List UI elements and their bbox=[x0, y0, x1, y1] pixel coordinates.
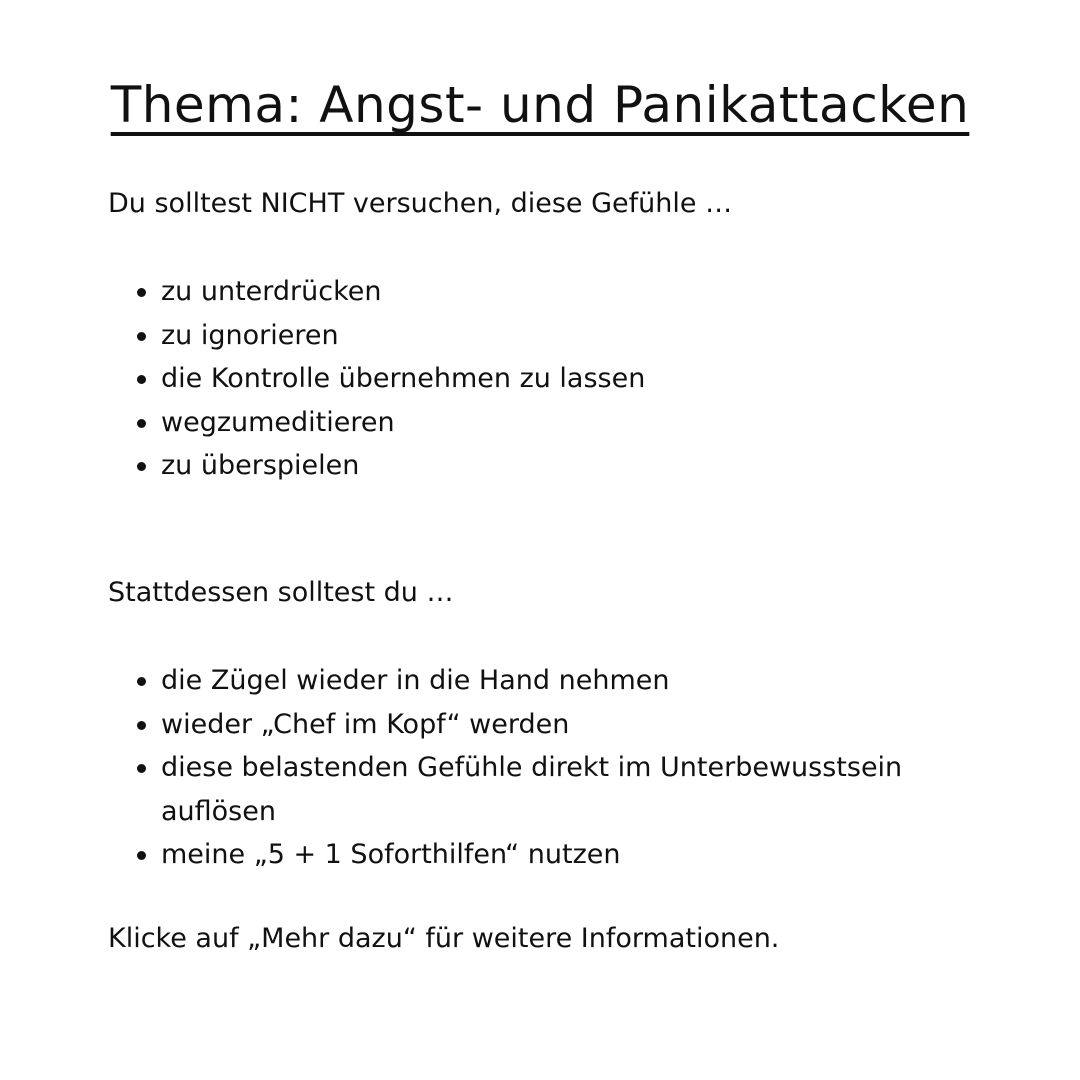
list-item: meine „5 + 1 Soforthilfen“ nutzen bbox=[108, 833, 968, 877]
list-item: die Zügel wieder in die Hand nehmen bbox=[108, 659, 968, 703]
list-item: diese belastenden Gefühle direkt im Unterbewusstsein auflösen bbox=[108, 746, 968, 833]
list-item: wegzumeditieren bbox=[108, 401, 968, 445]
do-list bbox=[108, 659, 968, 877]
page-title: Thema: Angst- und Panikattacken bbox=[110, 76, 970, 134]
list-item: die Kontrolle übernehmen zu lassen bbox=[108, 357, 968, 401]
list-item: zu unterdrücken bbox=[108, 270, 968, 314]
list-item: zu überspielen bbox=[108, 444, 968, 488]
dont-intro: Du solltest NICHT versuchen, diese Gefühle … bbox=[108, 188, 733, 219]
dont-list bbox=[108, 270, 968, 488]
list-item: zu ignorieren bbox=[108, 314, 968, 358]
closing-text: Klicke auf „Mehr dazu“ für weitere Informationen. bbox=[108, 923, 780, 954]
list-item: wieder „Chef im Kopf“ werden bbox=[108, 703, 968, 747]
do-intro: Stattdessen solltest du … bbox=[108, 577, 454, 608]
